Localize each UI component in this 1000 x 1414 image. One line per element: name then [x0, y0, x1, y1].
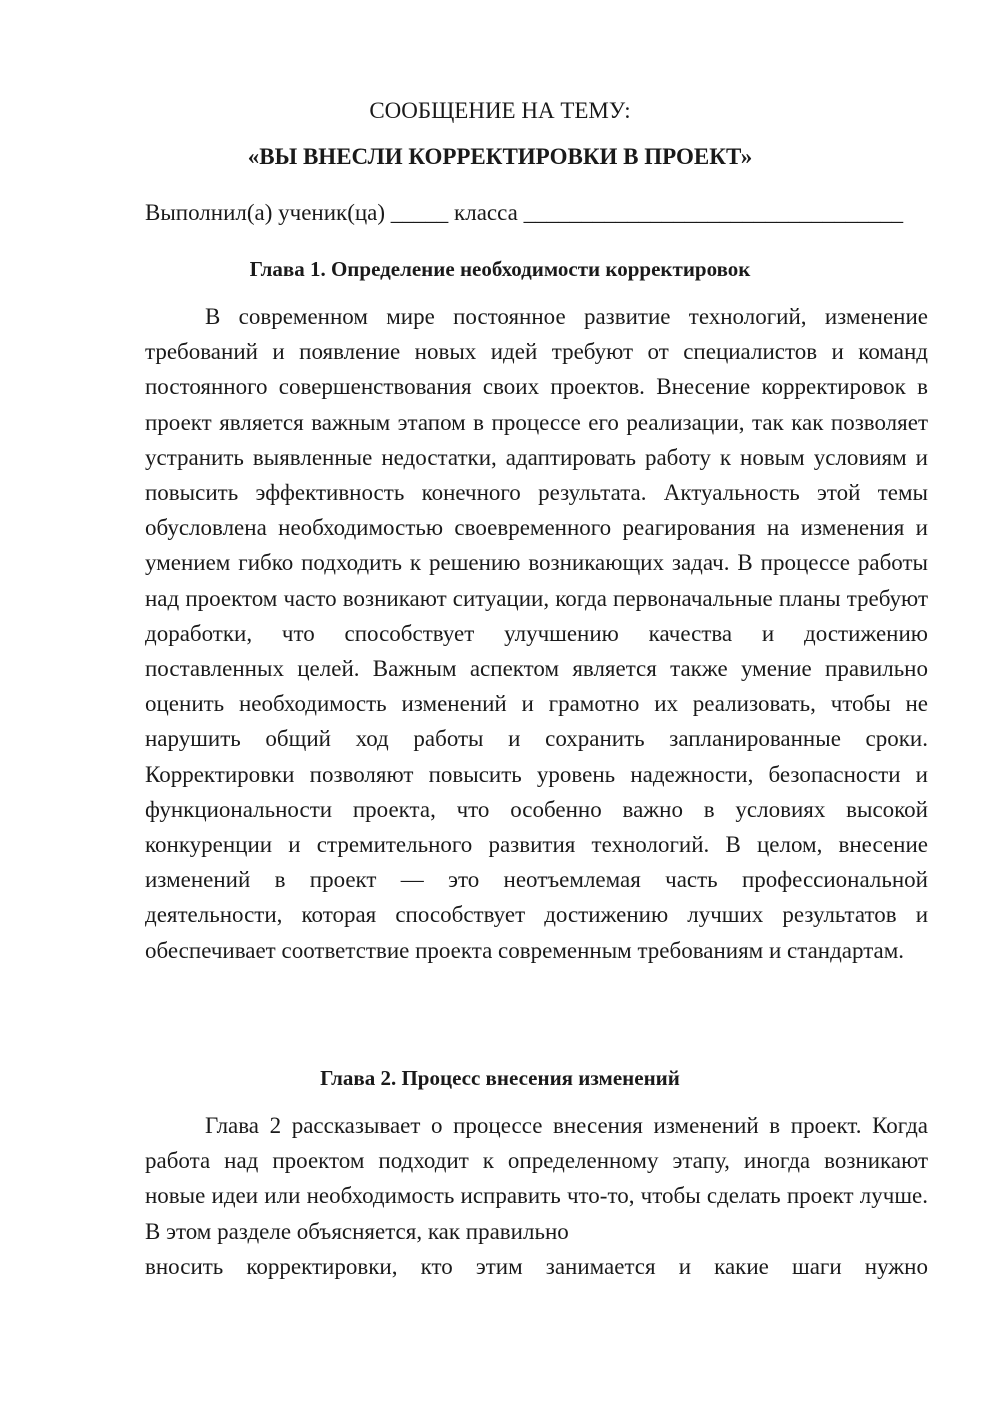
- chapter-1-heading: Глава 1. Определение необходимости корректировок: [249, 257, 751, 281]
- chapter-2-paragraph-last-line: вносить корректировки, кто этим занимается и какие шаги нужно: [145, 1253, 928, 1279]
- chapter-2-heading: Глава 2. Процесс внесения изменений: [320, 1066, 680, 1090]
- document-title-topic: СООБЩЕНИЕ НА ТЕМУ:: [369, 98, 631, 123]
- chapter-2-paragraph-text: Глава 2 рассказывает о процессе внесения изменений в проект. Когда работа над проектом подходит к определенному этапу, иногда возникают новые идеи или необходимость исправить что-то, чтобы сделать проект лучше. В этом разделе объясняется, как правильно: [145, 1113, 928, 1244]
- document-title: «ВЫ ВНЕСЛИ КОРРЕКТИРОВКИ В ПРОЕКТ»: [247, 144, 753, 169]
- chapter-1-paragraph: В современном мире постоянное развитие технологий, изменение требований и появление новых идей требуют от специалистов и команд постоянного совершенствования своих проектов. Внесение корректировок в проект является важным этапом в процессе его реализации, так как позволяет устранить выявленные недостатки, адаптировать работу к новым условиям и повысить эффективность конечного результата. Актуальность этой темы обусловлена необходимостью своевременного реагирования на изменения и умением гибко подходить к решению возникающих задач. В процессе работы над проектом часто возникают ситуации, когда первоначальные планы требуют доработки, что способствует улучшению качества и достижению поставленных целей. Важным аспектом является также умение правильно оценить необходимость изменений и грамотно их реализовать, чтобы не нарушить общий ход работы и сохранить запланированные сроки. Корректировки позволяют повысить уровень надежности, безопасности и функциональности проекта, что особенно важно в условиях высокой конкуренции и стремительного развития технологий. В целом, внесение изменений в проект — это неотъемлемая часть профессиональной деятельности, которая способствует достижению лучших результатов и обеспечивает соответствие проекта современным требованиям и стандартам.: [145, 304, 928, 963]
- student-info-line: Выполнил(а) ученик(ца) _____ класса _________________________________: [145, 200, 904, 225]
- chapter-2-paragraph: [145, 1108, 928, 1284]
